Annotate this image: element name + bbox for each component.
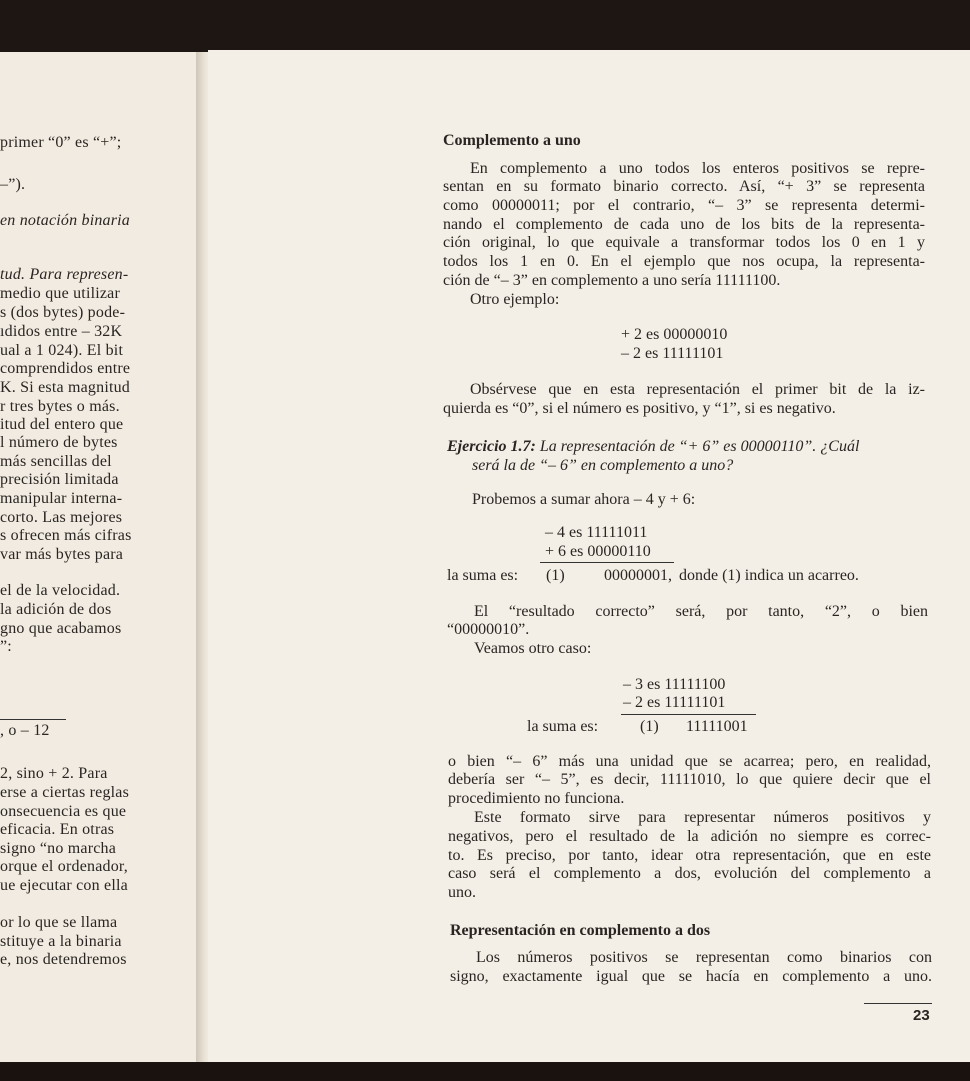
example-line: – 2 es 11111101	[621, 345, 724, 362]
left-text-line: en notación binaria	[0, 212, 131, 229]
left-text-line: ue ejecutar con ella	[0, 877, 128, 894]
paragraph-line: Otro ejemplo:	[470, 291, 560, 308]
left-text-line: manipular interna-	[0, 490, 123, 507]
sum-rule	[621, 714, 756, 715]
sum-note: donde (1) indica un acarreo.	[679, 567, 859, 584]
left-text-line: , o – 12	[0, 722, 50, 739]
paragraph-line: Obsérvese que en esta representación el primer bit de la iz-	[470, 381, 925, 398]
left-text-line: e, nos detendremos	[0, 951, 127, 968]
paragraph-line: signo, exactamente igual que se hacía en complemento a uno.	[450, 968, 932, 985]
left-text-line: la adición de dos	[0, 601, 112, 618]
paragraph-line: sentan en su formato binario correcto. Así, “+ 3” se representa	[443, 178, 925, 195]
scan-bottom-border	[0, 1063, 970, 1081]
paragraph-line: quierda es “0”, si el número es positivo, y “1”, si es negativo.	[443, 400, 836, 417]
right-page	[208, 50, 970, 1062]
paragraph-line: caso será el complemento a dos, evolución del complemento a	[448, 865, 931, 882]
sum-row: – 3 es 11111100	[623, 676, 726, 693]
sum-row: + 6 es 00000110	[545, 543, 651, 560]
sum-label: la suma es:	[447, 567, 519, 584]
left-text-line: l número de bytes	[0, 434, 118, 451]
sum-result: 11111001	[686, 718, 748, 735]
left-text-line: ”:	[0, 638, 12, 655]
left-equation-rule	[0, 719, 66, 720]
left-text-line: medio que utilizar	[0, 285, 121, 302]
sum-carry: (1)	[640, 718, 659, 735]
paragraph-line: ción de “– 3” en complemento a uno sería 11111100.	[443, 272, 781, 289]
left-text-line: s (dos bytes) pode-	[0, 304, 126, 321]
paragraph-line: nando el complemento de cada uno de los bits de la representa-	[443, 216, 925, 233]
exercise-text: será la de “– 6” en complemento a uno?	[472, 457, 734, 474]
paragraph-line: procedimiento no funciona.	[448, 790, 625, 807]
scan-top-border	[0, 0, 970, 54]
paragraph-line: El “resultado correcto” será, por tanto, “2”, o bien	[474, 603, 928, 620]
left-text-line: orque el ordenador,	[0, 858, 128, 875]
left-text-line: stituye a la binaria	[0, 933, 122, 950]
paragraph-line: Los números positivos se representan como binarios con	[476, 949, 932, 966]
paragraph-line: En complemento a uno todos los enteros positivos se repre-	[470, 160, 925, 177]
sum-rule	[540, 562, 674, 563]
sum-row: – 2 es 11111101	[623, 694, 726, 711]
heading-complemento-a-uno: Complemento a uno	[443, 132, 581, 149]
left-text-line: onsecuencia es que	[0, 803, 127, 820]
left-text-line: más sencillas del	[0, 453, 112, 470]
paragraph-line: ción original, lo que equivale a transformar todos los 0 en 1 y	[443, 234, 925, 251]
paragraph-line: negativos, pero el resultado de la adición no siempre es correc-	[448, 828, 931, 845]
left-text-line: corto. Las mejores	[0, 509, 123, 526]
paragraph-line: debería ser “– 5”, es decir, 11111010, lo que quiere decir que el	[448, 771, 931, 788]
paragraph-line: todos los 1 en 0. En el ejemplo que nos ocupa, la representa-	[443, 253, 925, 270]
paragraph-line: Veamos otro caso:	[474, 640, 592, 657]
left-text-line: var más bytes para	[0, 546, 124, 563]
sum-result: 00000001,	[604, 567, 672, 584]
left-text-line: s ofrecen más cifras	[0, 527, 132, 544]
left-text-line: 2, sino + 2. Para	[0, 765, 108, 782]
left-text-line: ual a 1 024). El bit	[0, 342, 124, 359]
page-number-rule	[864, 1003, 932, 1004]
exercise-text: La representación de “+ 6” es 00000110”. ¿Cuál	[539, 438, 860, 455]
paragraph-line: uno.	[448, 884, 476, 901]
paragraph-line: o bien “– 6” más una unidad que se acarrea; pero, en realidad,	[448, 753, 931, 770]
left-text-line: signo “no marcha	[0, 840, 117, 857]
paragraph-line: Este formato sirve para representar números positivos y	[474, 809, 931, 826]
left-text-line: ıdidos entre – 32K	[0, 323, 123, 340]
left-text-line: precisión limitada	[0, 471, 119, 488]
left-text-line: el de la velocidad.	[0, 582, 121, 599]
paragraph-line: “00000010”.	[447, 621, 530, 638]
exercise	[447, 438, 859, 456]
left-text-line: gno que acabamos	[0, 620, 122, 637]
sum-row: – 4 es 11111011	[545, 524, 648, 541]
left-text-line: tud. Para represen-	[0, 266, 129, 283]
left-text-line: comprendidos entre	[0, 360, 131, 377]
left-text-line: itud del entero que	[0, 416, 124, 433]
exercise-label: Ejercicio 1.7:	[447, 438, 536, 455]
page-number: 23	[913, 1007, 930, 1024]
example-line: + 2 es 00000010	[621, 326, 728, 343]
left-text-line: or lo que se llama	[0, 914, 118, 931]
left-text-line: primer “0” es “+”;	[0, 134, 122, 151]
sum-carry: (1)	[546, 567, 565, 584]
left-text-line: eficacia. En otras	[0, 821, 115, 838]
left-text-line: r tres bytes o más.	[0, 398, 120, 415]
left-text-line: K. Si esta magnitud	[0, 379, 131, 396]
paragraph-line: to. Es preciso, por tanto, idear otra representación, que en este	[448, 847, 931, 864]
paragraph-line: Probemos a sumar ahora – 4 y + 6:	[472, 491, 696, 508]
left-text-line: erse a ciertas reglas	[0, 784, 130, 801]
heading-complemento-a-dos: Representación en complemento a dos	[450, 922, 711, 939]
left-page	[0, 52, 198, 1062]
sum-label: la suma es:	[527, 718, 599, 735]
paragraph-line: como 00000011; por el contrario, “– 3” se representa determi-	[443, 197, 925, 214]
left-text-line: –”).	[0, 176, 26, 193]
